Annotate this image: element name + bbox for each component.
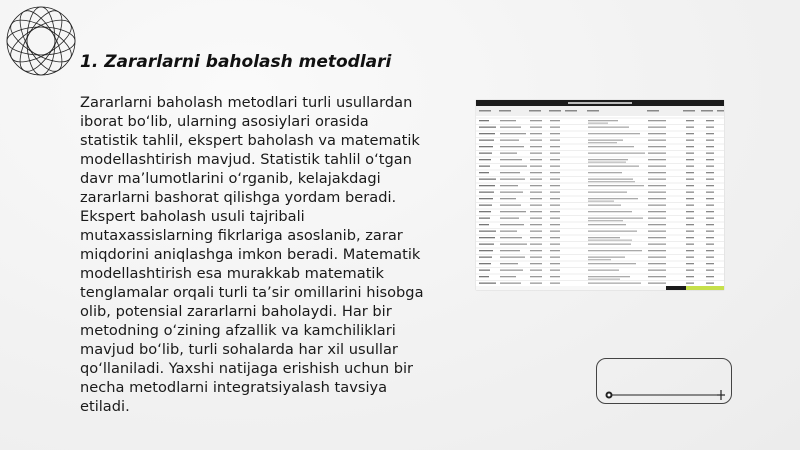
table-screenshot-image — [476, 100, 724, 290]
slider-control[interactable] — [596, 358, 732, 404]
slide-body-text: Zararlarni baholash metodlari turli usullardan iborat bo‘lib, ularning asosiylari orasida statistik tahlil, ekspert baholash va matematik modellashtirish mavjud. Statistik tahlil o‘tgan davr ma’lumotlarini o‘rganib, kelajakdagi zararlarni bashorat qilishga yordam beradi. Ekspert baholash usuli tajribali mutaxassislarning fikrlariga asoslanib, zarar miqdorini aniqlashga imkon beradi. Matematik modellashtirish esa murakkab matematik tenglamalar orqali turli ta’sir omillarini hisobga olib, potensial zararlarni baholaydi. Har bir metodning o‘zining afzallik va kamchiliklari mavjud bo‘lib, turli sohalarda har xil usullar qo‘llaniladi. Yaxshi natijaga erishish uchun bir necha metodlarni integratsiyalash tavsiya etiladi. — [80, 94, 424, 415]
circular-ornament-icon — [4, 4, 78, 78]
slide-title: 1. Zararlarni baholash metodlari — [80, 52, 392, 72]
